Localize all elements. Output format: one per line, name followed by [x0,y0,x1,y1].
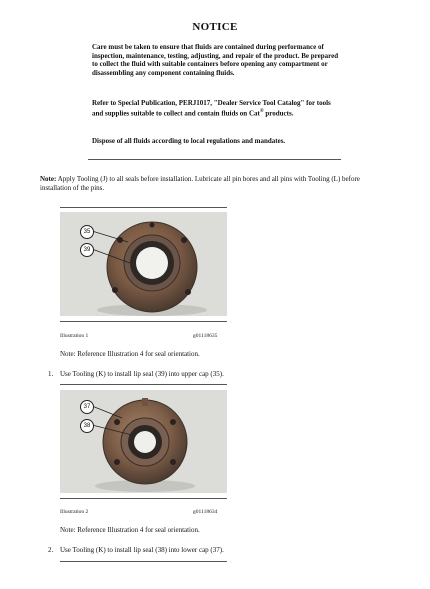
illustration-1-bottom-rule [60,321,227,322]
notice-title: NOTICE [192,21,238,33]
illustration-2-photo [60,390,227,493]
step-2-bottom-rule [60,561,227,562]
illustration-1-caption: Illustration 1 [60,333,89,339]
callout-35: 35 [80,225,94,239]
notice-reference-text-end: products. [263,108,294,117]
step-1-number: 1. [48,370,54,378]
note-text: Apply Tooling (J) to all seals before installation. Lubricate all pin bores and all pins with Tooling (L) before installation of the pins. [40,175,360,192]
registered-mark: ® [259,108,264,114]
notice-paragraph-disposal: Dispose of all fluids according to local regulations and mandates. [92,137,286,145]
callout-37: 37 [80,400,94,414]
illustration-1-photo [60,212,227,316]
step-1-text: Use Tooling (K) to install lip seal (39) into upper cap (35). [60,370,224,378]
illustration-1-top-rule [60,207,227,208]
notice-paragraph-reference [92,99,342,118]
step-2-number: 2. [48,546,54,554]
notice-reference-text: Refer to Special Publication, PERJ1017, "Dealer Service Tool Catalog" for tools and supplies suitable to collect and contain fluids on Cat [92,99,331,117]
illustration-2-top-rule [60,384,227,385]
callout-38: 38 [80,419,94,433]
notice-paragraph-containment: Care must be taken to ensure that fluids are contained during performance of inspection, maintenance, testing, adjusting, and repair of the product. Be prepared to collect the fluid with suitable containers before opening any compartment or disassembling any component containing fluids. [92,43,339,77]
step-2-text: Use Tooling (K) to install lip seal (38) into lower cap (37). [60,546,224,554]
note-label: Note: [40,175,57,183]
callout-39: 39 [80,243,94,257]
illustration-1-ref-note: Note: Reference Illustration 4 for seal orientation. [60,350,200,358]
illustration-1-code: g01118635 [193,333,218,339]
note-tooling [40,175,390,192]
illustration-2-code: g01118634 [193,509,218,515]
notice-divider [88,159,341,160]
illustration-2-ref-note: Note: Reference Illustration 4 for seal orientation. [60,526,200,534]
illustration-2-bottom-rule [60,498,227,499]
illustration-2-caption: Illustration 2 [60,509,89,515]
